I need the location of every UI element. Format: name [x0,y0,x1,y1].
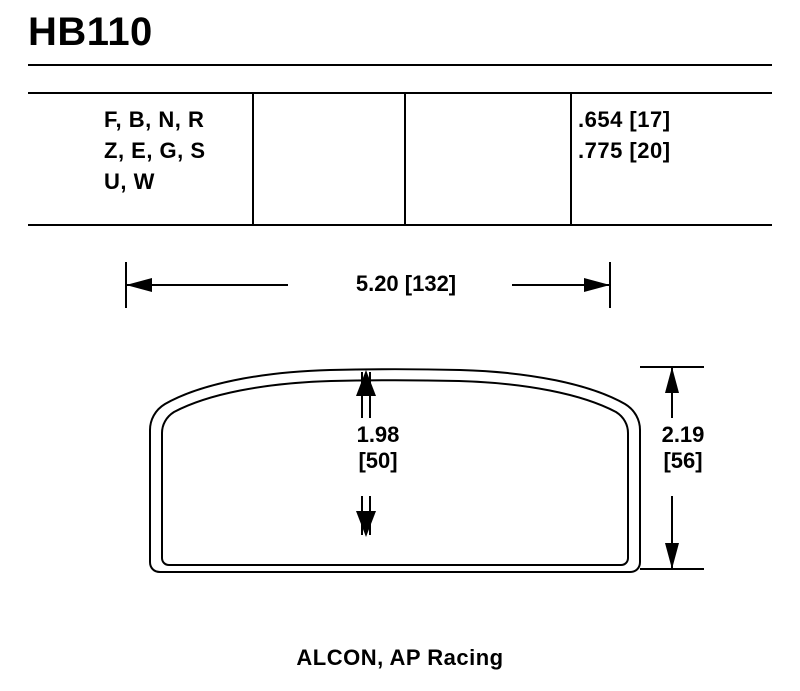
part-number: HB110 [28,10,153,54]
height-inches: 2.19 [661,422,705,447]
slot-arrow-top [356,370,376,396]
height-arrow-bottom [665,543,679,569]
slot-height-inches: 1.98 [356,422,400,447]
thickness-line-2: .775 [20] [578,138,671,163]
width-arrow-left [126,278,152,292]
width-dimension-label: 5.20 [132] [288,271,524,297]
brake-pad-outline-inner [162,380,628,565]
compound-code-line-1: F, B, N, R [104,107,205,132]
manufacturer-label: ALCON, AP Racing [296,645,504,670]
thickness-line-1: .654 [17] [578,107,671,132]
slot-arrow-bottom [356,511,376,537]
height-arrow-top [665,367,679,393]
compound-code-line-3: U, W [104,169,155,194]
brake-pad-outline-outer [150,369,640,572]
width-arrow-right [584,278,610,292]
compound-code-line-2: Z, E, G, S [104,138,206,163]
slot-height-mm: [50] [358,448,398,473]
height-mm: [56] [663,448,703,473]
